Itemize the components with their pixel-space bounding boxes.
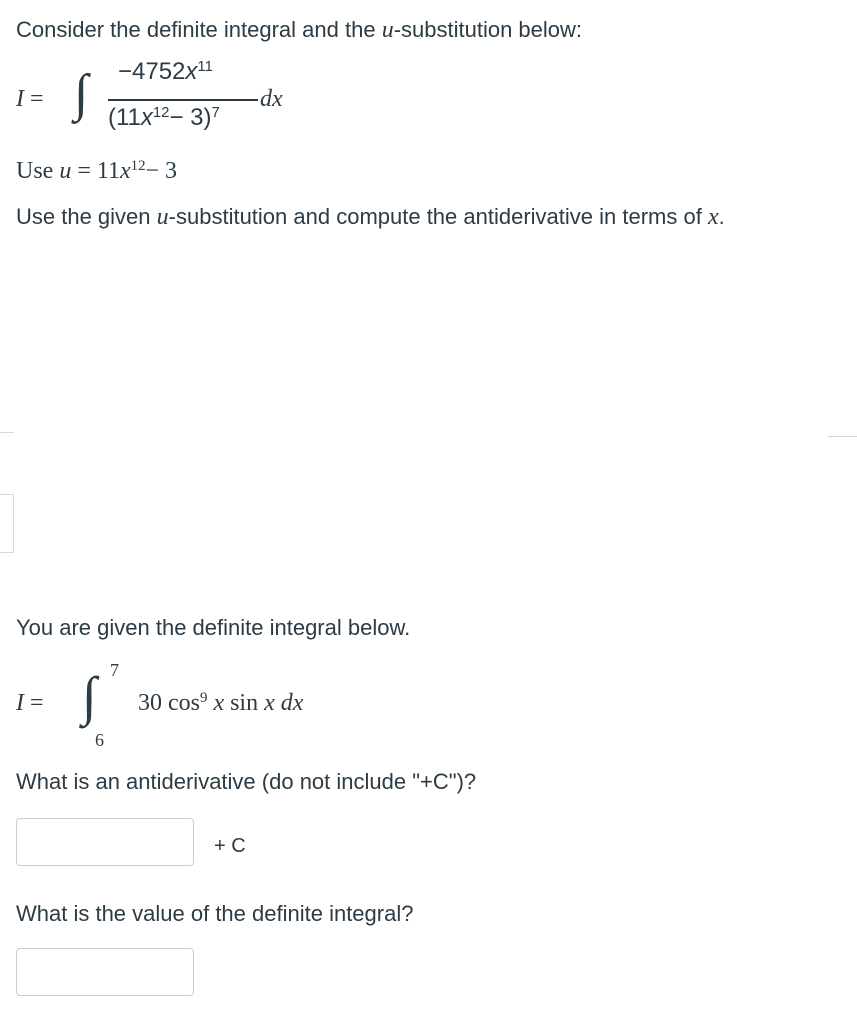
q1-integral-sign: ∫ [74, 65, 89, 122]
q1-fraction-bar [108, 99, 258, 101]
definite-value-input[interactable] [16, 948, 194, 996]
q2-integrand: 30 $\cos^9 x$ sin x dx [138, 689, 304, 716]
left-edge-box-side [13, 494, 14, 553]
left-edge-box-top [0, 494, 14, 495]
right-edge-line [828, 436, 857, 437]
q1-prompt: Consider the definite integral and the u-substitution below: [16, 17, 583, 43]
q1-denominator: $(11x^{12}- 3)^7$ [108, 104, 220, 131]
q1-use-u: Use $u = 11x^{12}- 3$ [16, 157, 178, 184]
q2-antiderivative-question: What is an antiderivative (do not include "+C")? [16, 769, 477, 794]
q2-lower-limit: 6 [95, 730, 104, 750]
q1-instruction: Use the given u-substitution and compute the antiderivative in terms of x. [16, 204, 725, 230]
q1-lhs: I = [16, 86, 44, 112]
q2-value-question: What is the value of the definite integral? [16, 901, 414, 926]
q1-dx: dx [260, 86, 283, 112]
q2-integral-sign: ∫ [82, 666, 97, 726]
antiderivative-input[interactable] [16, 818, 194, 866]
left-edge-line [0, 432, 14, 433]
q2-prompt: You are given the definite integral below. [16, 615, 411, 640]
left-edge-box-bottom [0, 552, 14, 553]
q1-numerator: $-4752x^{11}$ [118, 58, 213, 85]
q2-upper-limit: 7 [110, 660, 119, 680]
plus-c-label: + C [214, 835, 246, 857]
q2-lhs: I = [16, 690, 44, 716]
